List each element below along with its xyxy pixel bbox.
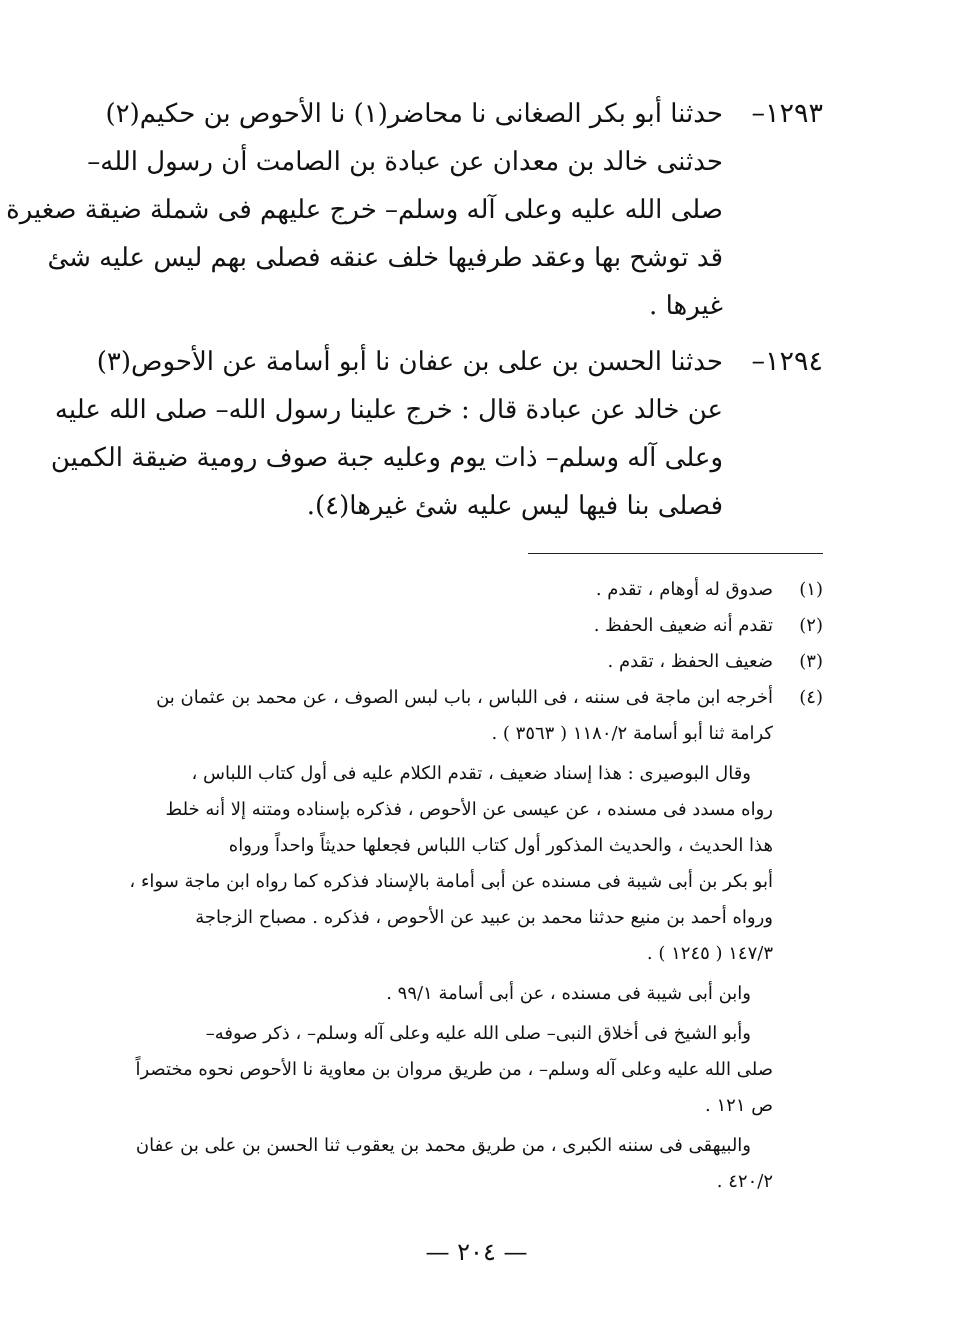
hadith-text-line: فصلى بنا فيها ليس عليه شئ غيرها(٤). xyxy=(306,491,723,521)
footnote-text: وقال البوصيرى : هذا إسناد ضعيف ، تقدم الكلام عليه فى أول كتاب اللباس ، xyxy=(191,763,751,784)
footnote-number: (٤) xyxy=(799,687,823,708)
footnote-number: (٣) xyxy=(799,651,823,672)
footnotes xyxy=(123,572,823,1200)
footnote-number: (٢) xyxy=(799,615,823,636)
footnote-1 xyxy=(123,572,823,608)
footnote-text: أبو بكر بن أبى شيبة فى مسنده عن أبى أمامة بالإسناد فذكره كما رواه ابن ماجة سواء ، xyxy=(129,871,773,892)
footnote-2 xyxy=(123,608,823,644)
footnote-text: صلى الله عليه وعلى آله وسلم– ، من طريق مروان بن معاوية نا الأحوص نحوه مختصراً xyxy=(135,1059,773,1080)
hadith-text-line: وعلى آله وسلم– ذات يوم وعليه جبة صوف رومية ضيقة الكمين xyxy=(50,443,723,473)
footnote-text: هذا الحديث ، والحديث المذكور أول كتاب اللباس فجعلها حديثاً واحداً ورواه xyxy=(228,835,773,856)
footnote-text: وابن أبى شيبة فى مسنده ، عن أبى أسامة ٩٩/١ . xyxy=(386,983,751,1004)
footnote-text: ضعيف الحفظ ، تقدم . xyxy=(607,651,773,672)
footnote-text: صدوق له أوهام ، تقدم . xyxy=(595,579,773,600)
footnote-text: تقدم أنه ضعيف الحفظ . xyxy=(593,615,773,636)
footnote-text: ١٤٧/٣ ( ١٢٤٥ ) . xyxy=(646,943,773,964)
hadith-text-line: صلى الله عليه وعلى آله وسلم– خرج عليهم فى شملة ضيقة صغيرة xyxy=(6,195,723,225)
footnote-paragraph xyxy=(123,976,773,1012)
footnote-paragraph xyxy=(123,1016,773,1124)
footnote-text: ص ١٢١ . xyxy=(705,1095,773,1116)
footnote-text: كرامة ثنا أبو أسامة ١١٨٠/٢ ( ٣٥٦٣ ) . xyxy=(491,723,773,744)
footnote-text: وأبو الشيخ فى أخلاق النبى– صلى الله عليه وعلى آله وسلم– ، ذكر صوفه– xyxy=(205,1023,751,1044)
hadith-entry-1294 xyxy=(50,338,823,530)
footnote-text: ورواه أحمد بن منيع حدثنا محمد بن عبيد عن الأحوص ، فذكره . مصباح الزجاجة xyxy=(195,907,773,928)
footnote-paragraph xyxy=(123,756,773,972)
hadith-number: ١٢٩٣– xyxy=(751,98,823,129)
hadith-text-line xyxy=(105,90,723,138)
hadith-text-line: حدثنا الحسن بن على بن عفان نا أبو أسامة عن الأحوص(٣) xyxy=(96,347,723,377)
footnote-3 xyxy=(123,644,823,680)
footnote-4 xyxy=(123,680,823,1200)
footnote-divider xyxy=(528,553,823,554)
hadith-text-line: حدثنى خالد بن معدان عن عبادة بن الصامت أن رسول الله– xyxy=(87,147,723,177)
page-number: — ٢٠٤ — xyxy=(425,1238,528,1266)
hadith-entry-1293 xyxy=(6,90,823,330)
footnote-paragraph xyxy=(123,1128,773,1200)
footnote-number: (١) xyxy=(799,579,823,600)
footnote-text: ٤٢٠/٢ . xyxy=(716,1171,773,1192)
hadith-text-line: غيرها . xyxy=(649,291,723,321)
hadith-number: ١٢٩٤– xyxy=(751,346,823,377)
hadith-text-segment: حدثنا أبو بكر الصغانى نا محاضر(١) نا الأحوص بن حكيم(٢) xyxy=(105,99,723,129)
footnote-text: أخرجه ابن ماجة فى سننه ، فى اللباس ، باب لبس الصوف ، عن محمد بن عثمان بن xyxy=(156,687,773,708)
footnote-text: والبيهقى فى سننه الكبرى ، من طريق محمد بن يعقوب ثنا الحسن بن على بن عفان xyxy=(135,1135,751,1156)
hadith-text-line: عن خالد عن عبادة قال : خرج علينا رسول الله– صلى الله عليه xyxy=(54,395,723,425)
hadith-text-line: قد توشح بها وعقد طرفيها خلف عنقه فصلى بهم ليس عليه شئ xyxy=(47,243,723,273)
footnote-text: رواه مسدد فى مسنده ، عن عيسى عن الأحوص ، فذكره بإسناده ومتنه إلا أنه خلط xyxy=(165,799,773,820)
